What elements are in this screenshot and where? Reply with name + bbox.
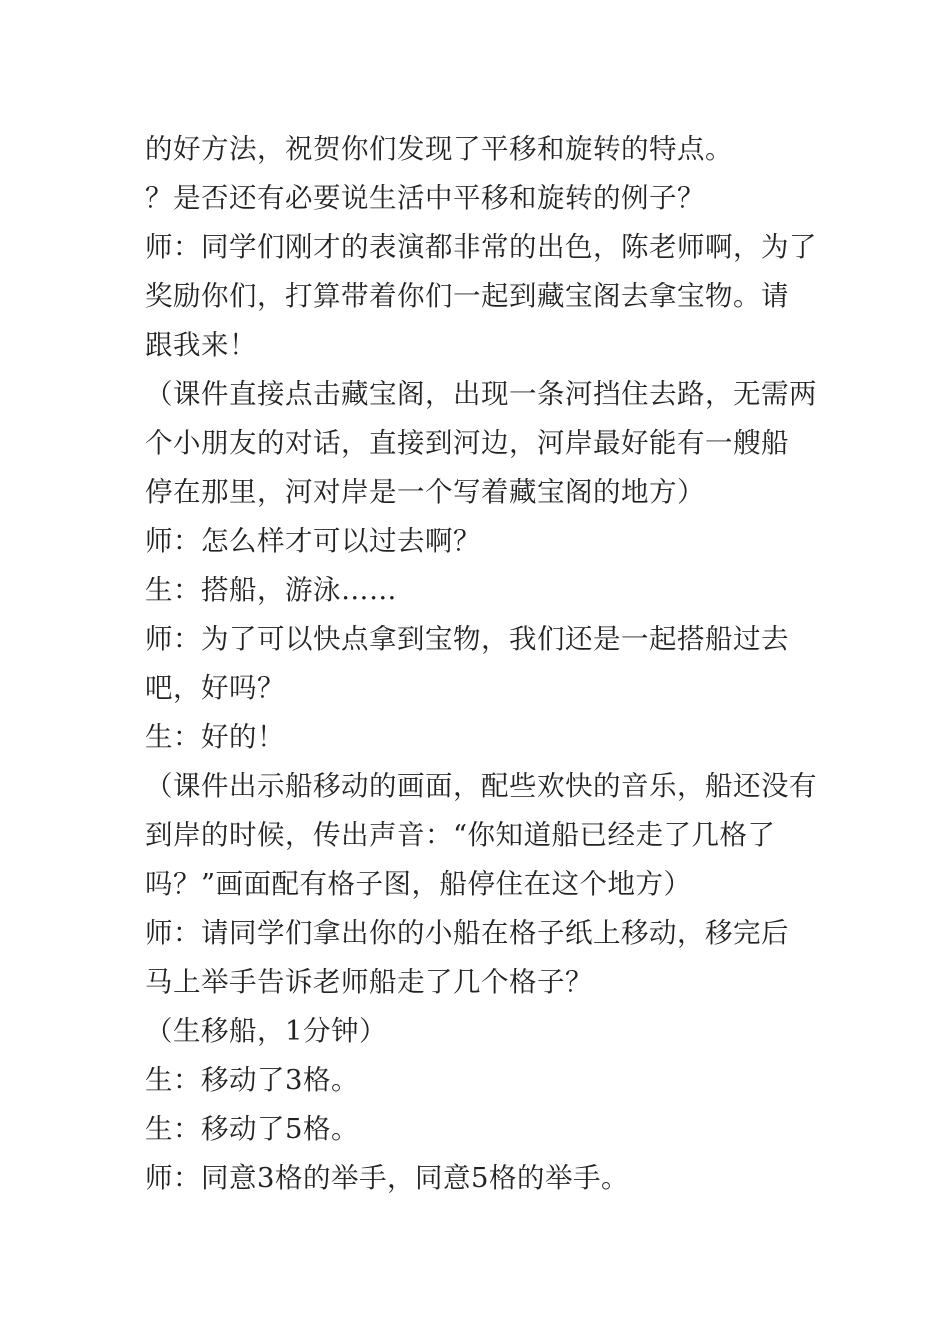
text-line: （生移船，1分钟）	[145, 1015, 387, 1047]
text-line: 生：移动了5格。	[145, 1113, 359, 1145]
text-line: 师：同意3格的举手，同意5格的举手。	[145, 1162, 629, 1194]
text-line: 跟我来！	[145, 329, 257, 361]
text-line: 师：同学们刚才的表演都非常的出色，陈老师啊，为了	[145, 231, 817, 263]
text-line: 吧，好吗？	[145, 672, 285, 704]
text-line: 师：怎么样才可以过去啊？	[145, 525, 481, 557]
text-line: ？是否还有必要说生活中平移和旋转的例子？	[145, 182, 705, 214]
text-line: 师：为了可以快点拿到宝物，我们还是一起搭船过去	[145, 623, 789, 655]
text-line: 到岸的时候，传出声音：“你知道船已经走了几格了	[145, 819, 776, 851]
text-line: 马上举手告诉老师船走了几个格子？	[145, 966, 593, 998]
text-line: 生：搭船，游泳……	[145, 574, 397, 606]
document-body	[145, 125, 817, 1203]
text-line: 吗？”画面配有格子图，船停住在这个地方）	[145, 868, 692, 900]
text-line: 生：好的！	[145, 721, 285, 753]
text-line: 奖励你们，打算带着你们一起到藏宝阁去拿宝物。请	[145, 280, 789, 312]
text-line: 个小朋友的对话，直接到河边，河岸最好能有一艘船	[145, 427, 789, 459]
text-line: （课件出示船移动的画面，配些欢快的音乐，船还没有	[145, 770, 817, 802]
text-line: 师：请同学们拿出你的小船在格子纸上移动，移完后	[145, 917, 789, 949]
text-line: 生：移动了3格。	[145, 1064, 359, 1096]
text-line: （课件直接点击藏宝阁，出现一条河挡住去路，无需两	[145, 378, 817, 410]
text-line: 的好方法，祝贺你们发现了平移和旋转的特点。	[145, 133, 733, 165]
text-line: 停在那里，河对岸是一个写着藏宝阁的地方）	[145, 476, 705, 508]
